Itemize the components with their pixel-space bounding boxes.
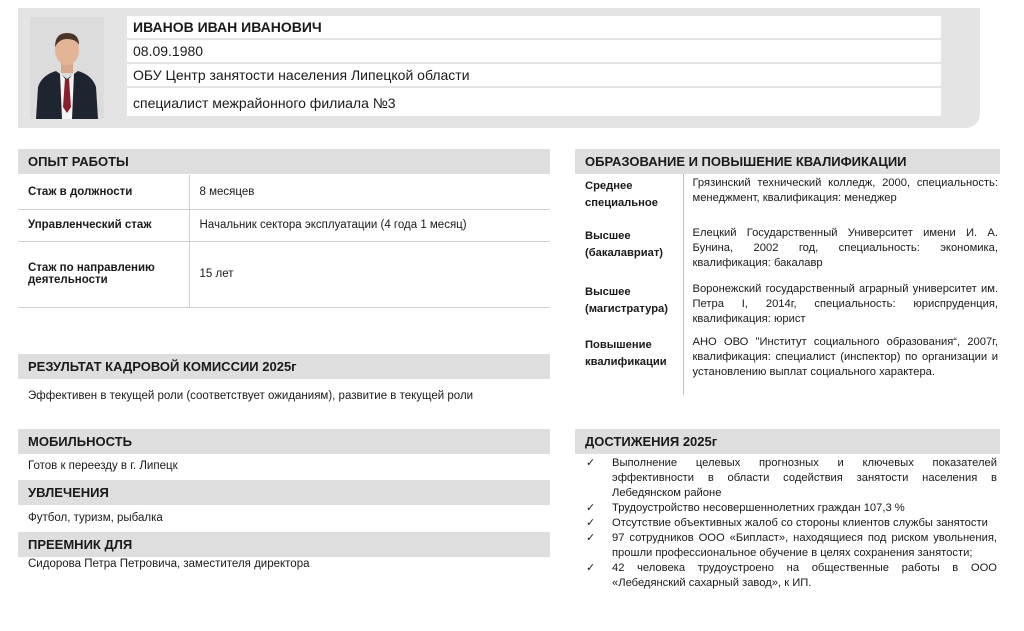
profile-header xyxy=(18,8,980,128)
row-label: Стаж в должности xyxy=(18,175,189,209)
achievement-text: Отсутствие объективных жалоб со стороны клиентов службы занятости xyxy=(612,517,988,529)
education-table xyxy=(575,174,1000,395)
list-item xyxy=(584,501,997,516)
person-portrait-icon xyxy=(30,17,104,119)
education-details: Воронежский государственный аграрный университет им. Петра I, 2014г, специальность: юриспруденция, квалификация: юрист xyxy=(683,280,1000,333)
education-level: Высшее (бакалавриат) xyxy=(585,230,664,259)
checkmark-icon: ✓ xyxy=(586,517,596,529)
education-level: Повышение квалификации xyxy=(585,339,667,368)
table-row xyxy=(575,333,1000,395)
achievement-text: Трудоустройство несовершеннолетних граждан 107,3 % xyxy=(612,502,905,514)
achievements-heading: ДОСТИЖЕНИЯ 2025г xyxy=(575,429,1000,454)
table-row xyxy=(575,174,1000,224)
table-row xyxy=(575,224,1000,280)
education-level: Среднее специальное xyxy=(585,180,658,209)
list-item xyxy=(584,561,997,591)
table-row xyxy=(575,280,1000,333)
checkmark-icon: ✓ xyxy=(586,532,596,544)
work-experience-heading: ОПЫТ РАБОТЫ xyxy=(18,149,550,174)
checkmark-icon: ✓ xyxy=(586,562,596,574)
list-item xyxy=(584,456,997,501)
achievement-text: Выполнение целевых прогнозных и ключевых показателей эффективности в области содействия занятости населения в Лебедянском районе xyxy=(612,457,997,499)
row-value: 15 лет xyxy=(189,241,550,307)
education-level: Высшее (магистратура) xyxy=(585,286,668,315)
education-details: Грязинский технический колледж, 2000, специальность: менеджмент, квалификация: менеджер xyxy=(683,174,1000,224)
job-position: специалист межрайонного филиала №3 xyxy=(127,88,941,116)
hobbies-heading: УВЛЕЧЕНИЯ xyxy=(18,480,550,505)
row-value: 8 месяцев xyxy=(189,175,550,209)
commission-result: Эффективен в текущей роли (соответствует ожиданиям), развитие в текущей роли xyxy=(28,390,474,402)
commission-heading: РЕЗУЛЬТАТ КАДРОВОЙ КОМИССИИ 2025г xyxy=(18,354,550,379)
hobbies-text: Футбол, туризм, рыбалка xyxy=(28,512,163,524)
table-row xyxy=(18,209,550,241)
list-item xyxy=(584,516,997,531)
education-details: Елецкий Государственный Университет имени И. А. Бунина, 2002 год, специальность: экономика, квалификация: бакалавр xyxy=(683,224,1000,280)
table-row xyxy=(18,175,550,209)
checkmark-icon: ✓ xyxy=(586,457,596,469)
row-label: Стаж по направлению деятельности xyxy=(18,241,189,307)
row-value: Начальник сектора эксплуатации (4 года 1 месяц) xyxy=(189,209,550,241)
profile-photo xyxy=(30,17,104,119)
birth-date: 08.09.1980 xyxy=(127,40,941,62)
checkmark-icon: ✓ xyxy=(586,502,596,514)
achievement-text: 97 сотрудников ООО «Бипласт», находящиеся под риском увольнения, прошли профессиональное обучение в целях сохранения занятости; xyxy=(612,532,997,559)
mobility-text: Готов к переезду в г. Липецк xyxy=(28,460,178,472)
successor-heading: ПРЕЕМНИК ДЛЯ xyxy=(18,532,550,557)
education-heading: ОБРАЗОВАНИЕ И ПОВЫШЕНИЕ КВАЛИФИКАЦИИ xyxy=(575,149,1000,174)
successor-text: Сидорова Петра Петровича, заместителя директора xyxy=(28,558,310,570)
table-row xyxy=(18,241,550,307)
achievement-text: 42 человека трудоустроено на общественные работы в ООО «Лебедянский сахарный завод», к ИП. xyxy=(612,562,997,589)
achievements-list xyxy=(584,456,997,591)
mobility-heading: МОБИЛЬНОСТЬ xyxy=(18,429,550,454)
list-item xyxy=(584,531,997,561)
education-details: АНО ОВО "Институт социального образования“, 2007г, квалификация: специалист (инспектор) по организации и установлению выплат социального характера. xyxy=(683,333,1000,395)
organization: ОБУ Центр занятости населения Липецкой области xyxy=(127,64,941,86)
work-experience-table xyxy=(18,175,550,308)
employee-name: ИВАНОВ ИВАН ИВАНОВИЧ xyxy=(127,16,941,38)
row-label: Управленческий стаж xyxy=(18,209,189,241)
